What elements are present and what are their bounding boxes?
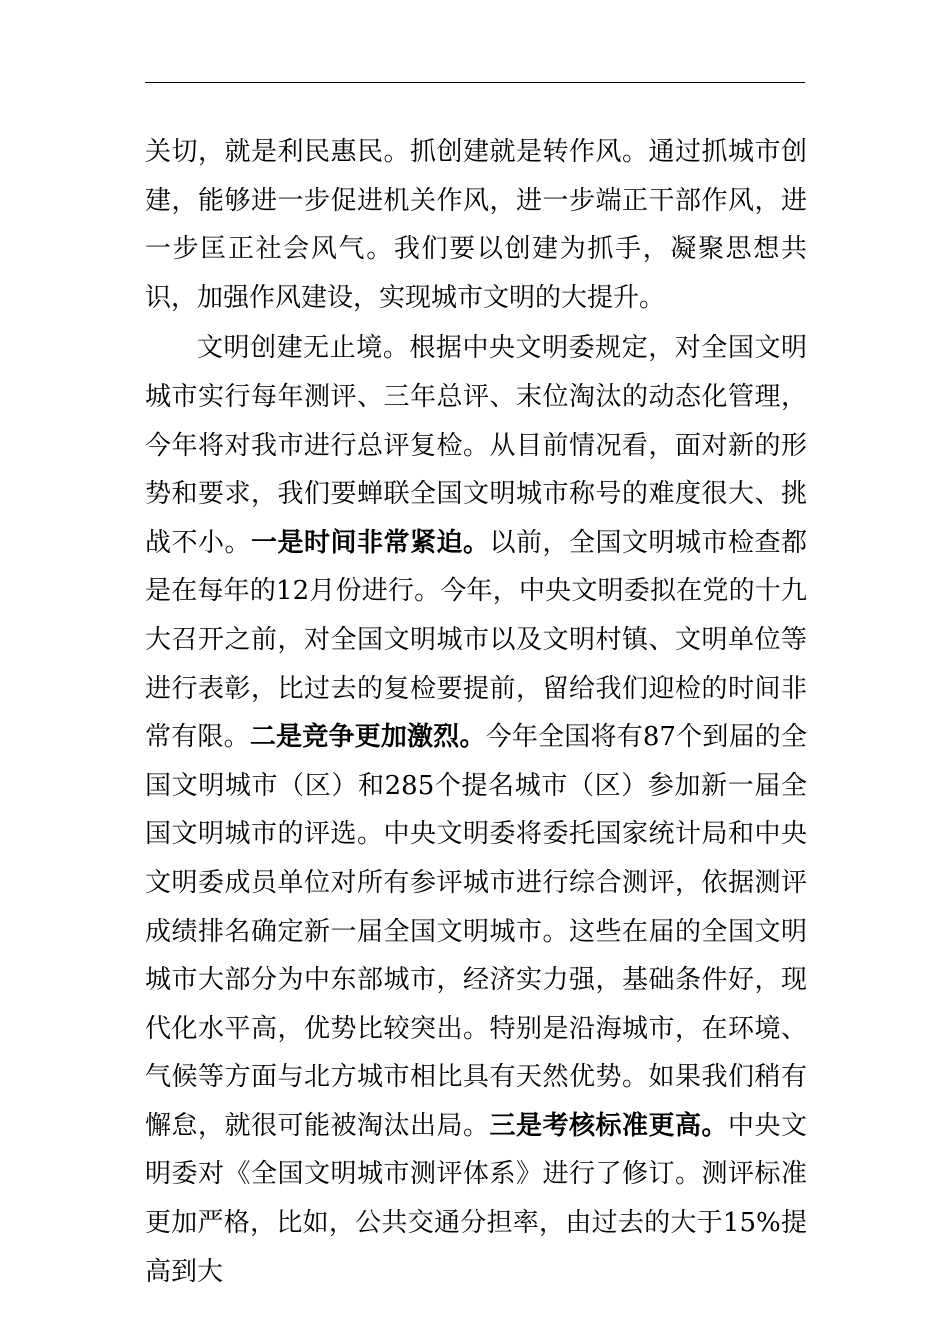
text-run: 关切，就是利民惠民。抓创建就是转作风。通过抓城市创建，能够进一步促进机关作风，进一步端正干部作风，进一步匡正社会风气。我们要以创建为抓手，凝聚思想共识，加强作风建设，实现城市文明的大提升。 [145,137,807,313]
text-run: 以前，全国文明城市检查都是在每年的12月份进行。今年，中央文明委拟在党的十九大召开之前，对全国文明城市以及文明村镇、文明单位等进行表彰，比过去的复检要提前，留给我们迎检的时间非常有限。 [145,527,807,753]
header-rule [145,82,805,83]
text-run: 中央文明委对《全国文明城市测评体系》进行了修订。测评标准更加严格，比如，公共交通分担率，由过去的大于15%提高到大 [145,1110,807,1287]
text-run: 今年全国将有87个到届的全国文明城市（区）和285个提名城市（区）参加新一届全国文明城市的评选。中央文明委将委托国家统计局和中央文明委成员单位对所有参评城市进行综合测评，依据测评成绩排名确定新一届全国文明城市。这些在届的全国文明城市大部分为中东部城市，经济实力强，基础条件好，现代化水平高，优势比较突出。特别是沿海城市，在环境、气候等方面与北方城市相比具有天然优势。如果我们稍有懈怠，就很可能被淘汰出局。 [145,722,807,1141]
bold-run: 一是时间非常紧迫。 [251,527,490,558]
paragraph [145,128,807,322]
bold-run: 二是竞争更加激烈。 [249,722,486,753]
paragraph [145,324,807,1296]
bold-run: 三是考核标准更高。 [489,1110,728,1141]
text-run: 文明创建无止境。根据中央文明委规定，对全国文明城市实行每年测评、三年总评、末位淘汰的动态化管理，今年将对我市进行总评复检。从目前情况看，面对新的形势和要求，我们要蝉联全国文明城市称号的难度很大、挑战不小。 [145,333,807,558]
document-body [145,128,807,1296]
